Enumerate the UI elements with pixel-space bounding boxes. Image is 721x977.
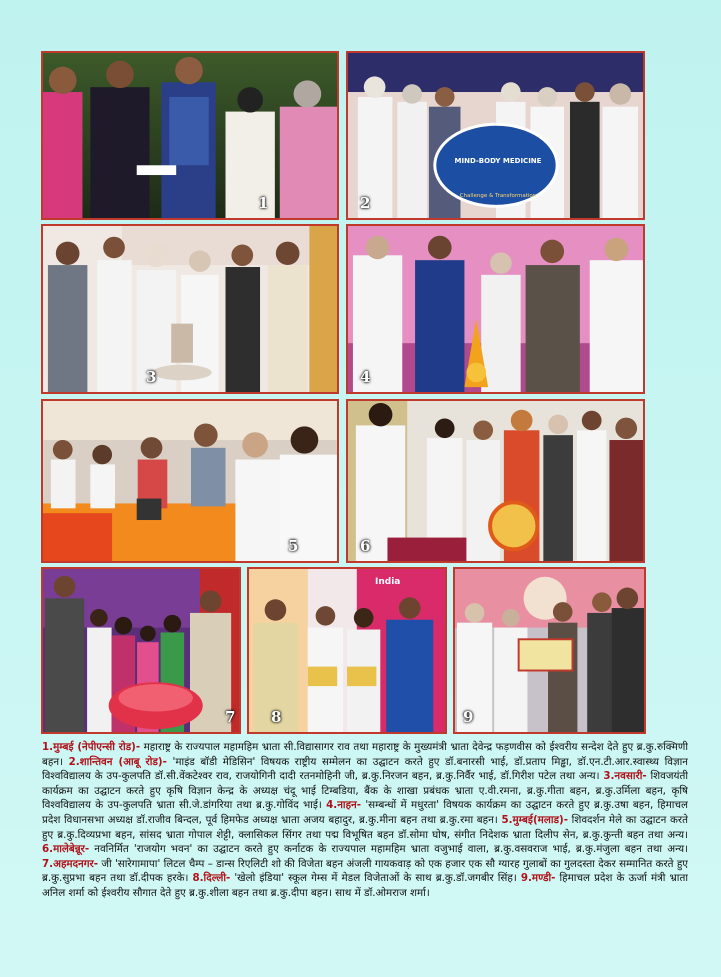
caption-location-2: 2.शान्तिवन (आबू रोड)- xyxy=(68,755,167,768)
caption-text-1: महाराष्ट्र के राज्यपाल महामहिम भ्राता सी.विद्यासागर राव तथा महाराष्ट्र के मुख्यमंत्री भ्राता देवेन्द्र फड़णवीस को ईश्वरीय सन्देश देते हुए ब्र.कु.रुक्मिणी बहन। xyxy=(42,741,688,768)
caption-text-6: नवनिर्मित 'राजयोग भवन' का उद्घाटन करते हुए कर्नाटक के राज्यपाल महामहिम भ्राता वजुभाई वाला, ब्र.कु.वसवराज भाई, ब्र.कु.मंजुला बहन तथा अन्य। xyxy=(89,843,688,856)
photo-8 xyxy=(247,567,447,734)
caption-location-1: 1.मुम्बई (नेपीएन्सी रोड)- xyxy=(42,741,141,753)
caption-location-5: 5.मुम्बई(मलाड)- xyxy=(501,813,568,826)
photo-7 xyxy=(41,567,241,734)
photo-6-image xyxy=(348,401,643,561)
photo-number: 9 xyxy=(463,708,474,726)
caption-location-6: 6.मालेबेन्नूर- xyxy=(42,843,90,856)
photo-7-image xyxy=(43,569,239,732)
photo-number: 4 xyxy=(360,368,371,386)
photo-number: 2 xyxy=(360,194,371,212)
photo-number: 6 xyxy=(360,537,371,555)
banner-title: MIND-BODY MEDICINE xyxy=(454,157,542,165)
caption-location-7: 7.अहमदनगर- xyxy=(42,857,99,870)
photo-number: 8 xyxy=(271,708,282,726)
photo-number: 7 xyxy=(225,708,236,726)
photo-9 xyxy=(453,567,646,734)
photo-9-image xyxy=(455,569,644,732)
caption-text-8: 'खेलो इंडिया' स्कूल गेम्स में मेडल विजेताओं के साथ ब्र.कु.डॉ.जगबीर सिंह। xyxy=(230,872,521,885)
caption-text-7: जी 'सारेगामापा' लिटल चैम्प – डान्स रिएलिटी शो की विजेता बहन अंजली गायकवाड़ को एक हजार एक सौ ग्यारह गुलाबों का गुलदस्ता देकर सम्मानित करते हुए ब्र.कु.सुप्रभा बहन तथा डॉ.दीपक हरके। xyxy=(42,857,688,885)
caption-block xyxy=(42,740,688,930)
photo-number: 5 xyxy=(288,537,299,555)
photo-5 xyxy=(41,399,339,563)
caption-text-5: शिवदर्शन मेले का उद्घाटन करते हुए ब्र.कु.दिव्यप्रभा बहन, सांसद भ्राता गोपाल शेट्टी, क्लासिकल सिंगर तथा पद्म विभूषित बहन डॉ.सोमा घोष, संगीत निदेशक भ्राता दिलीप सेन, ब्र.कु.कुन्ती बहन तथा अन्य। xyxy=(42,813,688,841)
banner-text: India xyxy=(375,577,401,587)
photo-6 xyxy=(346,399,645,563)
caption-text-4: 'सम्बन्धों में मधुरता' विषयक कार्यक्रम का उद्घाटन करते हुए ब्र.कु.उषा बहन, हिमाचल प्रदेश विधानसभा अध्यक्ष डॉ.राजीव बिन्दल, पूर्व हिमफेड अध्यक्ष भ्राता अजय बहादुर, ब्र.कु.मीना बहन तथा ब्र.कु.रमा बहन। xyxy=(42,799,688,826)
photo-3 xyxy=(41,224,339,394)
photo-number: 1 xyxy=(258,194,269,212)
photo-number: 3 xyxy=(146,368,157,386)
caption-location-9: 9.मण्डी- xyxy=(520,872,556,885)
caption-text-9: हिमाचल प्रदेश के ऊर्जा मंत्री भ्राता अनिल शर्मा को ईश्वरीय सौगात देते हुए ब्र.कु.शीला बहन तथा ब्र.कु.दीपा बहन। साथ में डॉ.ओमराज शर्मा। xyxy=(42,872,688,899)
photo-1 xyxy=(41,51,339,220)
photo-4-image xyxy=(348,226,643,392)
photo-1-image xyxy=(43,53,337,218)
photo-2 xyxy=(346,51,645,220)
caption-text-2: 'माइंड बॉडी मेडिसिन' विषयक राष्ट्रीय सम्मेलन का उद्घाटन करते हुए डॉ.बनारसी भाई, डॉ.प्रताप मिड्ढा, डॉ.एन.टी.आर.स्वास्थ्य विज्ञान विश्वविद्यालय के उप-कुलपति डॉ.सी.वेंकटेश्वर राव, राजयोगिनी दादी रतनमोहिनी जी, ब्र.कु.निरजन बहन, ब्र.कु.निर्वैर भाई, डॉ.गिरीश पटेल तथा अन्य। xyxy=(42,755,688,783)
caption-location-8: 8.दिल्ली- xyxy=(192,872,231,885)
photo-3-image xyxy=(43,226,337,392)
caption-text-3: शिवजयंती कार्यक्रम का उद्घाटन करते हुए कृषि विज्ञान केन्द्र के अध्यक्ष चंदू भाई टिम्बडिया, बैंक के शाखा प्रबंधक भ्राता ए.वी.रमना, ब्र.कु.गीता बहन, ब्र.कु.उर्मिला बहन, कृषि विश्वविद्यालय के उप-कुलपति भ्राता सी.जे.डांगरिया तथा ब्र.कु.गोविंद भाई। xyxy=(42,770,688,812)
banner-subtitle: Challenge & Transformation xyxy=(459,193,537,199)
caption-location-4: 4.नाहन- xyxy=(326,799,362,812)
caption-location-3: 3.नवसारी- xyxy=(603,770,647,783)
photo-4 xyxy=(346,224,645,394)
